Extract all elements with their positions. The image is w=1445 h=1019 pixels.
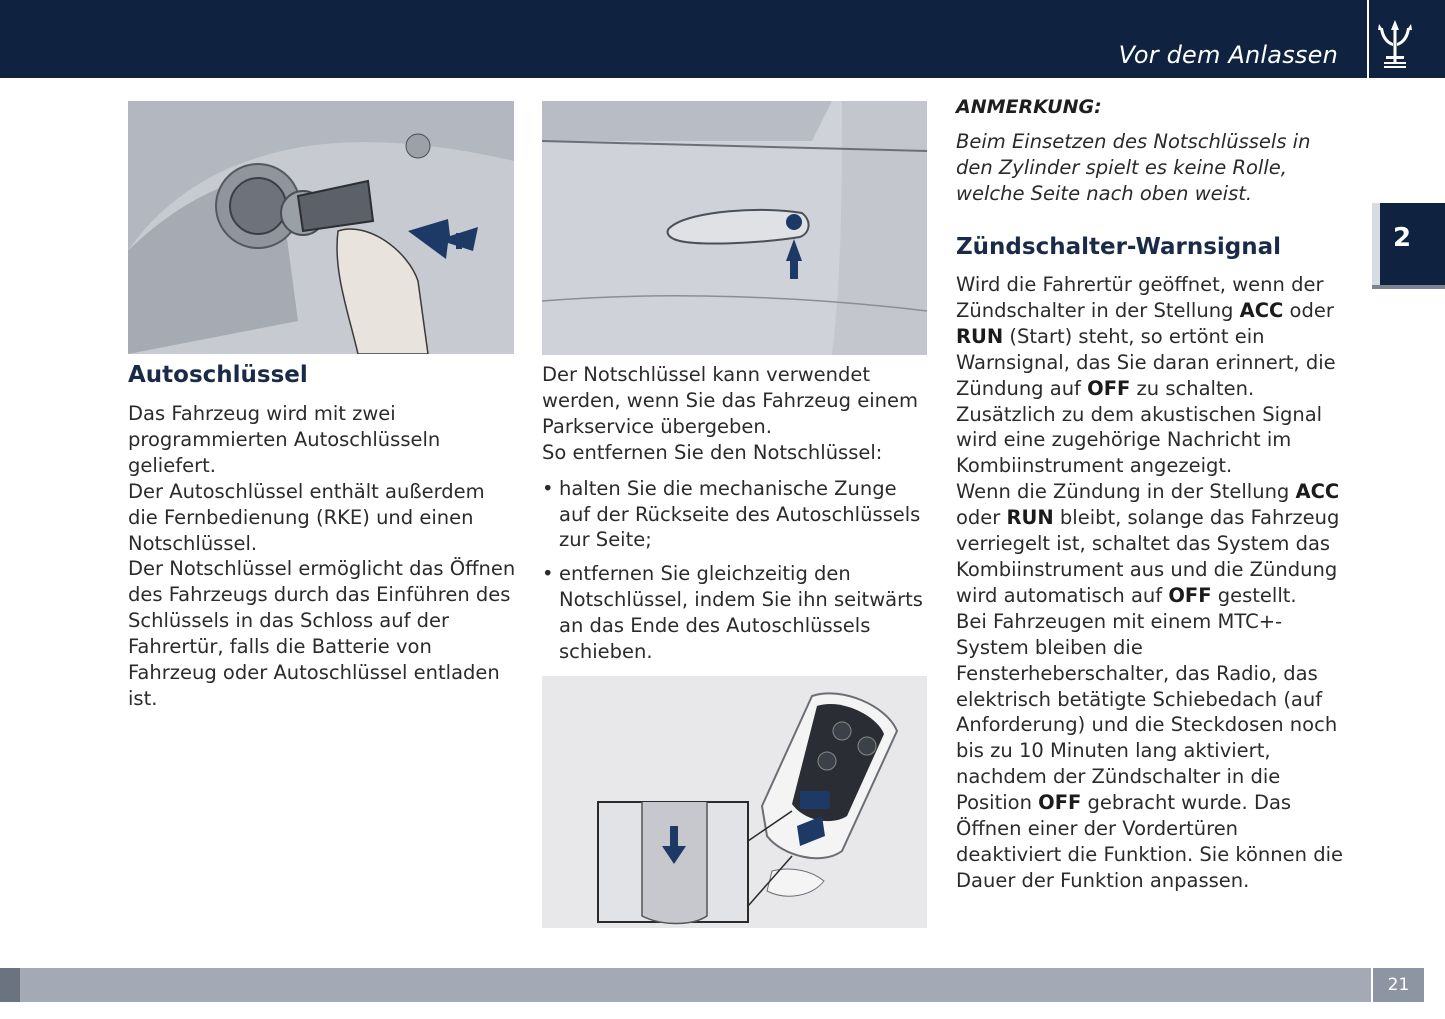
section-heading-autoschluessel: Autoschlüssel (128, 362, 308, 388)
paragraph: Der Autoschlüssel enthält außerdem die Fernbedienung (RKE) und einen Notschlüssel. (128, 479, 485, 555)
paragraph: Wird die Fahrertür geöffnet, wenn der Zündschalter in der Stellung ACC oder RUN (Start) steht, so ertönt ein Warnsignal, das Sie daran erinnert, die Zündung auf OFF zu schalten. (956, 273, 1336, 400)
bullet-list (542, 476, 932, 665)
notschluessel-text (542, 362, 932, 673)
note-text: Beim Einsetzen des Notschlüssels in den Zylinder spielt es keine Rolle, welche Seite nach oben weist. (956, 130, 1311, 205)
trident-logo-icon (1374, 18, 1416, 72)
paragraph: Bei Fahrzeugen mit einem MTC+-System bleiben die Fensterheberschalter, das Radio, das elektrisch betätigte Schiebedach (auf Anforderung) und die Steckdosen noch bis zu 10 Minuten lang aktiviert, nachdem der Zündschalter in die Position OFF gebracht wurde. Das Öffnen einer der Vordertüren deaktiviert die Funktion. Sie können die Dauer der Funktion anpassen. (956, 609, 1343, 892)
header-divider (1367, 0, 1369, 78)
section-title: Vor dem Anlassen (1118, 41, 1338, 69)
section-heading-warnsignal: Zündschalter-Warnsignal (956, 234, 1282, 260)
paragraph: Der Notschlüssel ermöglicht das Öffnen des Fahrzeugs durch das Einführen des Schlüssels in das Schloss auf der Fahrertür, falls die Batterie von Fahrzeug oder Autoschlüssel entladen ist. (128, 557, 516, 710)
footer-bar (0, 968, 1422, 1002)
paragraph: So entfernen Sie den Notschlüssel: (542, 440, 883, 464)
chapter-number: 2 (1392, 223, 1412, 253)
list-item: • entfernen Sie gleichzeitig den Notschlüssel, indem Sie ihn seitwärts an das Ende des Autoschlüssels schieben. (542, 561, 932, 665)
key-fob-illustration (542, 676, 927, 928)
note-label: ANMERKUNG: (956, 96, 1102, 118)
autoschluessel-text (128, 401, 518, 712)
page-header (0, 0, 1445, 78)
paragraph: Wenn die Zündung in der Stellung ACC oder RUN bleibt, solange das Fahrzeug verriegelt ist, schaltet das System das Kombiinstrument aus und die Zündung wird automatisch auf OFF gestellt. (956, 480, 1340, 607)
door-handle-illustration (542, 101, 927, 355)
paragraph: Das Fahrzeug wird mit zwei programmierten Autoschlüsseln geliefert. (128, 402, 441, 477)
chapter-tab[interactable] (1372, 203, 1445, 289)
ignition-key-illustration (128, 101, 514, 354)
list-item: • halten Sie die mechanische Zunge auf der Rückseite des Autoschlüssels zur Seite; (542, 476, 932, 554)
paragraph: Zusätzlich zu dem akustischen Signal wird eine zugehörige Nachricht im Kombiinstrument angezeigt. (956, 402, 1323, 478)
paragraph: Der Notschlüssel kann verwendet werden, wenn Sie das Fahrzeug einem Parkservice übergeben. (542, 363, 918, 438)
footer-marker (0, 968, 20, 1002)
page-number: 21 (1371, 968, 1424, 1002)
warnsignal-text (956, 272, 1346, 894)
